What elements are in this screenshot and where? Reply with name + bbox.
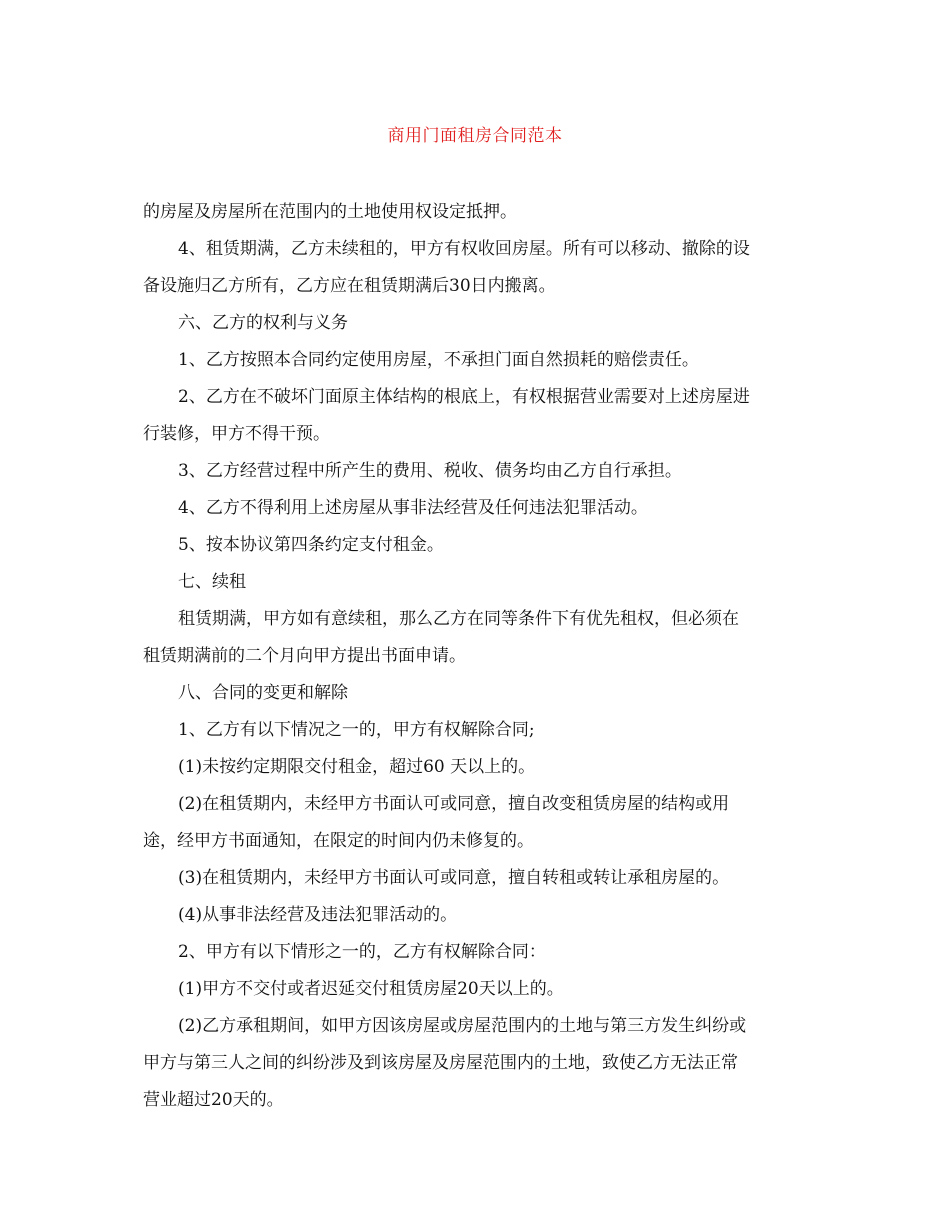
paragraph-line: 4、乙方不得利用上述房屋从事非法经营及任何违法犯罪活动。: [178, 498, 648, 518]
paragraph-line: 4、租赁期满，乙方未续租的，甲方有权收回房屋。所有可以移动、撤除的设: [178, 239, 750, 259]
paragraph-line: 租赁期满，甲方如有意续租，那么乙方在同等条件下有优先租权，但必须在: [178, 609, 739, 629]
paragraph-line: (2)在租赁期内，未经甲方书面认可或同意，擅自改变租赁房屋的结构或用: [178, 794, 730, 814]
paragraph-line: 2、甲方有以下情形之一的，乙方有权解除合同：: [178, 942, 546, 962]
paragraph-line: 备设施归乙方所有，乙方应在租赁期满后30日内搬离。: [143, 276, 556, 296]
paragraph-line: 八、合同的变更和解除: [178, 683, 348, 703]
paragraph-line: 3、乙方经营过程中所产生的费用、税收、债务均由乙方自行承担。: [178, 461, 682, 481]
paragraph-line: 1、乙方按照本合同约定使用房屋，不承担门面自然损耗的赔偿责任。: [178, 350, 699, 370]
paragraph-line: 六、乙方的权利与义务: [178, 313, 348, 333]
paragraph-line: 七、续租: [178, 572, 246, 592]
document-body: [143, 194, 808, 1119]
paragraph-line: 租赁期满前的二个月向甲方提出书面申请。: [143, 646, 466, 666]
paragraph-line: 行装修，甲方不得干预。: [143, 424, 330, 444]
paragraph-line: (3)在租赁期内，未经甲方书面认可或同意，擅自转租或转让承租房屋的。: [178, 868, 730, 888]
paragraph-line: (2)乙方承租期间，如甲方因该房屋或房屋范围内的土地与第三方发生纠纷或: [178, 1016, 747, 1036]
paragraph-line: 甲方与第三人之间的纠纷涉及到该房屋及房屋范围内的土地，致使乙方无法正常: [143, 1053, 738, 1073]
paragraph-line: 5、按本协议第四条约定支付租金。: [178, 535, 444, 555]
paragraph-line: (1)甲方不交付或者迟延交付租赁房屋20天以上的。: [178, 979, 564, 999]
paragraph-line: (4)从事非法经营及违法犯罪活动的。: [178, 905, 458, 925]
paragraph-line: 营业超过20天的。: [143, 1090, 284, 1110]
document-title: 商用门面租房合同范本: [387, 126, 563, 146]
paragraph-line: (1)未按约定期限交付租金，超过60 天以上的。: [178, 757, 536, 777]
paragraph-line: 途，经甲方书面通知，在限定的时间内仍未修复的。: [143, 831, 534, 851]
paragraph-line: 的房屋及房屋所在范围内的土地使用权设定抵押。: [143, 202, 517, 222]
paragraph-line: 2、乙方在不破坏门面原主体结构的根底上，有权根据营业需要对上述房屋进: [178, 387, 750, 407]
paragraph-line: 1、乙方有以下情况之一的，甲方有权解除合同;: [178, 720, 535, 740]
